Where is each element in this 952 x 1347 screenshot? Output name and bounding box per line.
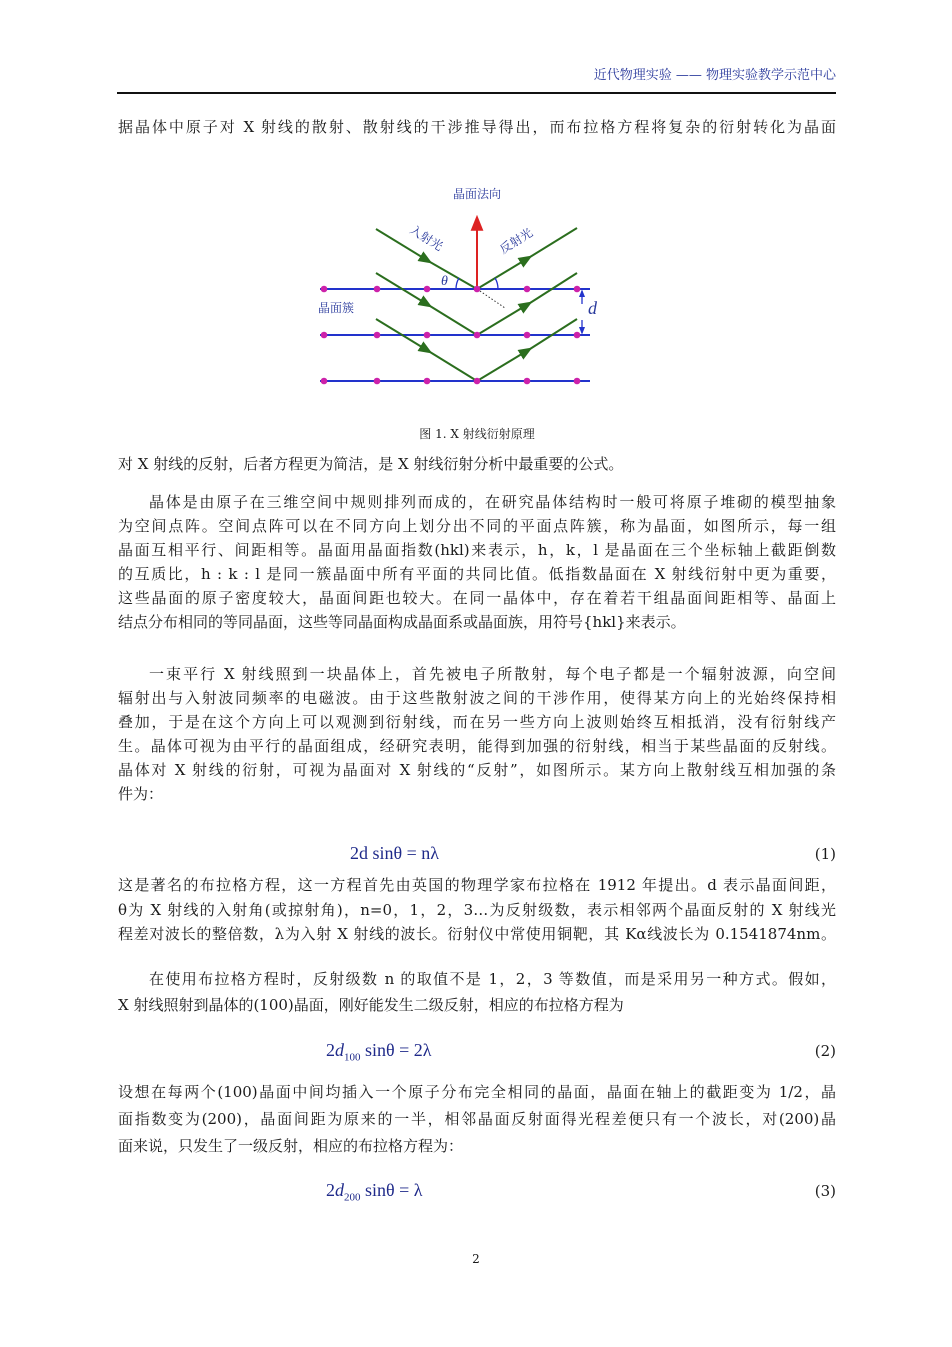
bragg-diagram xyxy=(0,0,952,420)
reflected-ray xyxy=(477,257,530,289)
paragraph-line: 结点分布相同的等同晶面，这些等同晶面构成晶面系或晶面族，用符号{hkl}来表示。 xyxy=(118,613,686,631)
theta-label: θ xyxy=(441,274,448,289)
atom-dot xyxy=(474,378,481,385)
reflected-ray xyxy=(530,228,577,257)
paragraph-line: 晶体对 X 射线的衍射，可视为晶面对 X 射线的“反射”，如图所示。某方向上散射线互相加强的条 xyxy=(118,761,836,779)
paragraph-line: 晶体是由原子在三维空间中规则排列而成的，在研究晶体结构时一般可将原子堆砌的模型抽象 xyxy=(149,493,836,511)
paragraph-line: 在使用布拉格方程时，反射级数 n 的取值不是 1，2，3 等数值，而是采用另一种方式。假如， xyxy=(149,970,836,988)
paragraph-line: 据晶体中原子对 X 射线的散射、散射线的干涉推导得出，而布拉格方程将复杂的衍射转化为晶面 xyxy=(118,118,836,136)
incident-ray xyxy=(430,352,477,381)
eq-subscript: 100 xyxy=(344,1051,361,1064)
eq-var: d xyxy=(335,1040,344,1060)
atom-dot xyxy=(424,378,431,385)
paragraph-line: 设想在每两个(100)晶面中间均插入一个原子分布完全相同的晶面，晶面在轴上的截距变为 1/2，晶 xyxy=(118,1083,836,1101)
paragraph-line: 面来说，只发生了一级反射，相应的布拉格方程为： xyxy=(118,1137,464,1155)
paragraph-line: 生。晶体可视为由平行的晶面组成，经研究表明，能得到加强的衍射线，相当于某些晶面的反射线。 xyxy=(118,737,836,755)
atom-dot xyxy=(574,286,581,293)
eq-rest: sinθ = 2λ xyxy=(360,1040,432,1060)
paragraph-line: 的互质比，h : k : l 是同一簇晶面中所有平面的共同比值。低指数晶面在 X 射线衍射中更为重要， xyxy=(118,565,836,583)
reflected-ray xyxy=(477,349,530,381)
reflected-label: 反射光 xyxy=(497,225,536,257)
equation-number: (3) xyxy=(814,1182,836,1200)
atom-dot xyxy=(474,286,481,293)
running-header: 近代物理实验 —— 物理实验教学示范中心 xyxy=(593,68,836,83)
incident-ray xyxy=(430,306,477,335)
eq-subscript: 200 xyxy=(344,1191,361,1204)
equation-number: (1) xyxy=(814,845,836,863)
atom-dot xyxy=(524,286,531,293)
paragraph-line: 叠加，于是在这个方向上可以观测到衍射线，而在另一些方向上波则始终互相抵消，没有衍射线产 xyxy=(118,713,836,731)
equation-1: 2d sinθ = nλ xyxy=(350,843,440,863)
equation-3 xyxy=(326,1180,423,1204)
paragraph-line: 这些晶面的原子密度较大，晶面间距也较大。在同一晶体中，存在着若干组晶面间距相等、晶面上 xyxy=(118,589,836,607)
atom-dot xyxy=(424,332,431,339)
paragraph-line: θ为 X 射线的入射角(或掠射角)，n=0，1，2，3…为反射级数，表示相邻两个晶面反射的 X 射线光 xyxy=(118,901,836,919)
figure-caption: 图 1. X 射线衍射原理 xyxy=(419,427,535,441)
eq-coef: 2 xyxy=(326,1040,335,1060)
eq-var: d xyxy=(335,1180,344,1200)
paragraph-line: 程差对波长的整倍数，λ为入射 X 射线的波长。衍射仪中常使用铜靶，其 Kα线波长为 0.1541874nm。 xyxy=(118,925,836,943)
paragraph-line: 辐射出与入射波同频率的电磁波。由于这些散射波之间的干涉作用，使得某方向上的光始终保持相 xyxy=(118,689,836,707)
atom-dot xyxy=(574,332,581,339)
paragraph-line: 一束平行 X 射线照到一块晶体上，首先被电子所散射，每个电子都是一个辐射波源，向空间 xyxy=(149,665,836,683)
incident-label: 入射光 xyxy=(407,222,446,254)
eq-rest: sinθ = λ xyxy=(360,1180,423,1200)
atom-dot xyxy=(424,286,431,293)
equation-number: (2) xyxy=(814,1042,836,1060)
incident-ray xyxy=(430,262,477,289)
eq-coef: 2 xyxy=(326,1180,335,1200)
normal-label: 晶面法向 xyxy=(452,187,502,201)
family-label: 晶面簇 xyxy=(318,301,355,315)
page-number: 2 xyxy=(472,1252,480,1266)
atom-dot xyxy=(321,378,328,385)
atom-dot xyxy=(474,332,481,339)
atom-dot xyxy=(374,286,381,293)
equation-2 xyxy=(326,1040,432,1064)
paragraph-line: 对 X 射线的反射，后者方程更为简洁，是 X 射线衍射分析中最重要的公式。 xyxy=(118,455,624,473)
theta-arc xyxy=(456,278,459,289)
atom-dot xyxy=(524,332,531,339)
atom-dot xyxy=(374,332,381,339)
paragraph-line: 这是著名的布拉格方程，这一方程首先由英国的物理学家布拉格在 1912 年提出。d 表示晶面间距， xyxy=(118,876,836,894)
reflected-ray xyxy=(477,303,530,335)
atom-dot xyxy=(321,332,328,339)
theta-arc xyxy=(495,278,498,289)
atom-dot xyxy=(374,378,381,385)
paragraph-line: 件为： xyxy=(118,785,164,803)
paragraph-line: 面指数变为(200)，晶面间距为原来的一半，相邻晶面反射面得光程差便只有一个波长，对(200)晶 xyxy=(118,1110,836,1128)
paragraph-line: 晶面互相平行、间距相等。晶面用晶面指数(hkl)来表示，h，k，l 是晶面在三个坐标轴上截距倒数 xyxy=(118,541,836,559)
atom-dot xyxy=(524,378,531,385)
paragraph-line: 为空间点阵。空间点阵可以在不同方向上划分出不同的平面点阵簇，称为晶面，如图所示，每一组 xyxy=(118,517,836,535)
atom-dot xyxy=(574,378,581,385)
paragraph-line: X 射线照射到晶体的(100)晶面，刚好能发生二级反射，相应的布拉格方程为 xyxy=(118,996,624,1014)
d-label: d xyxy=(588,298,597,318)
path-difference-line xyxy=(477,289,505,308)
atom-dot xyxy=(321,286,328,293)
